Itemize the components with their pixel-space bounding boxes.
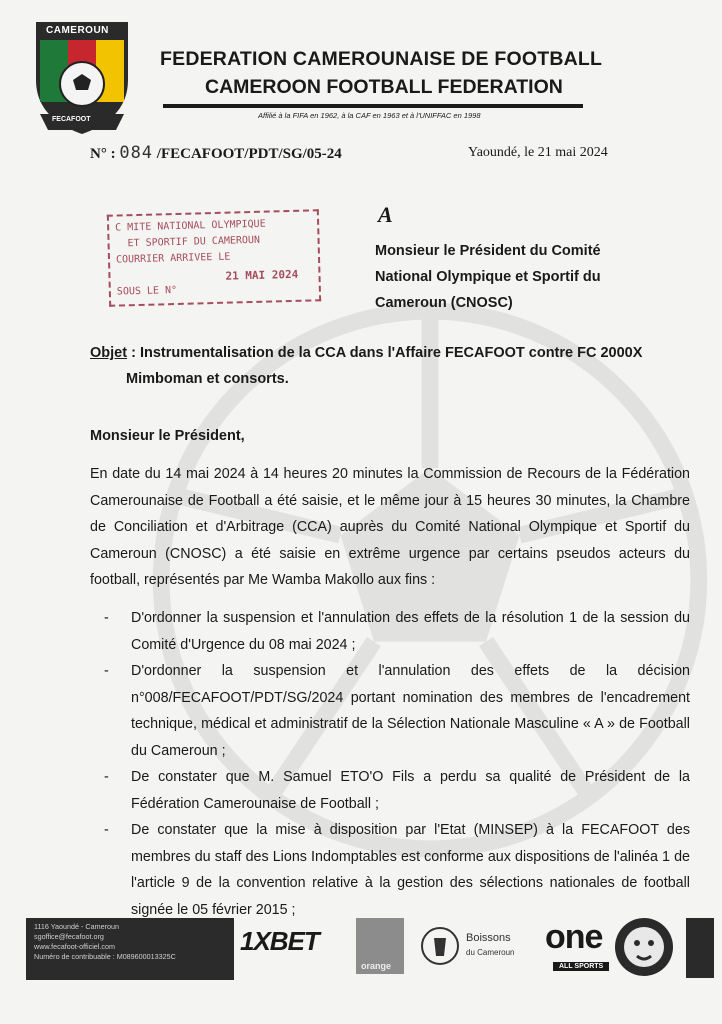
header-line-2: CAMEROON FOOTBALL FEDERATION [205,76,563,98]
boissons-text-2: du Cameroun [466,948,515,957]
contact-email: sgoffice@fecafoot.org [34,932,104,941]
place-date: Yaoundé, le 21 mai 2024 [468,145,608,160]
bullet-dash: - [104,822,109,838]
contact-box [26,918,234,980]
body-text: En date du 14 mai 2024 à 14 heures 20 minutes la Commission de Recours de la Fédération Camerounaise de Football a été saisie, et le même jour à 15 heures 30 minutes, la Chambre de Conciliation et d'Arbitrage (CCA) auprès du Comité National Olympique et Sportif du Cameroun (CNOSC) a été saisie en extrême urgence par certains pseudos acteurs du football, représentés par Me Wamba Makollo aux fins : [90,466,690,588]
contact-tax-number: Numéro de contribuable : M089600013325C [34,952,176,961]
logo-bottom-text: FECAFOOT [52,116,91,123]
list-item [90,658,690,764]
lion-emblem-icon [613,916,675,978]
stamp-line-4: SOUS LE N° [116,284,178,298]
orange-text: orange [361,961,392,971]
affiliation-note: Affilié à la FIFA en 1962, à la CAF en 1963 et à l'UNIFFAC en 1998 [258,111,481,120]
sponsor-1xbet-logo: 1XBET [240,926,319,956]
reception-stamp [107,209,321,307]
list-item [90,817,690,923]
bullet-text: De constater que la mise à disposition par l'Etat (MINSEP) à la FECAFOOT des membres du staff des Lions Indomptables est conforme aux dispositions de l'alinéa 1 de l'article 9 de la convention relative à la gestion des sélections nationales de football signée le 05 février 2015 ; [131,822,690,918]
sponsor-boissons-logo [418,924,538,968]
bullet-dash: - [104,663,109,679]
list-item [90,764,690,817]
object-line [90,340,690,392]
salutation: Monsieur le Président, [90,428,245,444]
footer [0,912,722,992]
bullet-dash: - [104,769,109,785]
reference-number [90,143,342,163]
boissons-emblem-icon [420,924,460,968]
contact-address: 1116 Yaoundé - Cameroun [34,922,119,931]
body-paragraph [90,461,690,594]
stamp-line-2: ET SPORTIF DU CAMEROUN [127,234,261,250]
list-item [90,605,690,658]
object-label: Objet [90,345,128,361]
sponsor-one-tag: ALL SPORTS [553,962,609,971]
object-text-2: Mimboman et consorts. [126,371,289,387]
boissons-text-1: Boissons [466,932,511,944]
addressee-label: A [378,202,393,227]
reference-code: /FECAFOOT/PDT/SG/05-24 [156,146,342,162]
header-rule [163,104,583,108]
recipient-block [375,238,675,316]
stamp-date: 21 MAI 2024 [225,267,299,283]
bullet-list [90,605,690,923]
reference-prefix: N° : [90,146,116,162]
recipient-line-2: National Olympique et Sportif du [375,269,601,285]
bullet-text: D'ordonner la suspension et l'annulation des effets de la décision n°008/FECAFOOT/PDT/SG/2024 portant nomination des membres de l'encadrement technique, médical et administratif de la Sélection Nationale Masculine « A » de Football du Cameroun ; [131,663,690,759]
logo-top-text: CAMEROUN [46,25,109,36]
object-separator: : [127,345,140,361]
sponsor-one-logo: one [545,918,603,956]
bullet-text: D'ordonner la suspension et l'annulation des effets de la résolution 1 de la session du Comité d'Urgence du 08 mai 2024 ; [131,610,690,653]
recipient-line-3: Cameroun (CNOSC) [375,295,513,311]
object-text-1: Instrumentalisation de la CCA dans l'Affaire FECAFOOT contre FC 2000X [139,345,643,361]
contact-website: www.fecafoot-officiel.com [34,942,115,951]
header-line-1: FEDERATION CAMEROUNAISE DE FOOTBALL [160,48,603,70]
bullet-dash: - [104,610,109,626]
sponsor-orange-logo [356,918,404,974]
stamp-line-3: COURRIER ARRIVEE LE [115,251,231,266]
dark-edge-bar [686,918,714,978]
reference-handwritten-number: 084 [119,143,154,163]
recipient-line-1: Monsieur le Président du Comité [375,243,601,259]
stamp-line-1: C MITE NATIONAL OLYMPIQUE [115,218,266,234]
bullet-text: De constater que M. Samuel ETO'O Fils a perdu sa qualité de Président de la Fédération Camerounaise de Football ; [131,769,690,812]
